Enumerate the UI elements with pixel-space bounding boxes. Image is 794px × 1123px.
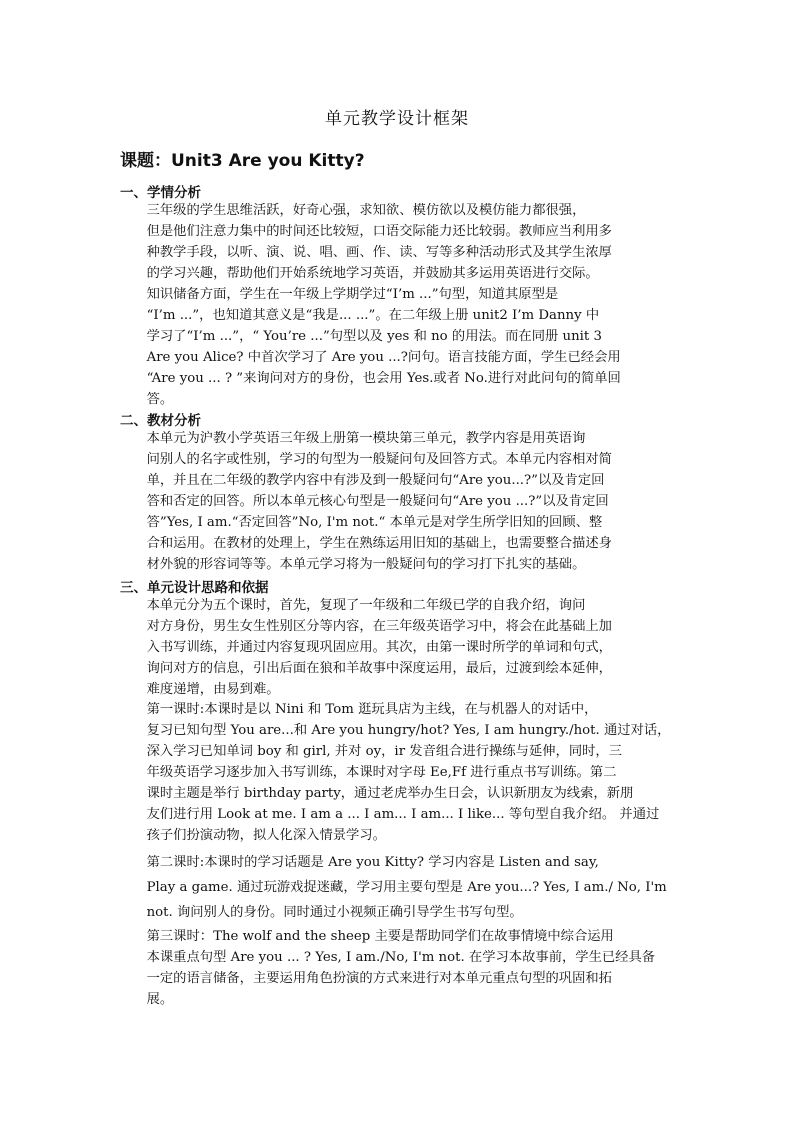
text-line: 答和否定的回答。所以本单元核心句型是一般疑问句“Are you ...?”以及肯定回 <box>146 494 609 509</box>
section-heading-learner-analysis: 一、学情分析 <box>120 185 201 201</box>
text-line: 询问对方的信息，引出后面在狼和羊故事中深度运用，最后，过渡到绘本延伸， <box>146 661 612 676</box>
text-line: 答”Yes, I am.“否定回答”No, I'm not.“ 本单元是对学生所学旧知的回顾、整 <box>146 515 603 530</box>
text-line: 对方身份，男生女生性别区分等内容，在三年级英语学习中，将会在此基础上加 <box>146 619 612 634</box>
paragraph <box>120 850 676 925</box>
section-heading-textbook-analysis: 二、教材分析 <box>120 413 201 429</box>
text-line: “I’m ...”，也知道其意义是“我是... ...”。在二年级上册 unit2 I’m Danny 中 <box>146 308 600 323</box>
paragraph <box>120 284 676 410</box>
text-line: 但是他们注意力集中的时间还比较短，口语交际能力还比较弱。教师应当利用多 <box>146 224 612 239</box>
text-line: 问别人的名字或性别，学习的句型为一般疑问句及回答方式。本单元内容相对简 <box>146 452 612 467</box>
text-line: 复习已知句型 You are...和 Are you hungry/hot? Yes, I am hungry./hot. 通过对话， <box>146 723 671 738</box>
text-line: 展。 <box>146 992 174 1007</box>
text-line: 难度递增，由易到难。 <box>146 682 280 697</box>
text-line: 第二课时:本课时的学习话题是 Are you Kitty? 学习内容是 Listen and say, <box>146 855 599 870</box>
text-line: 第三课时：The wolf and the sheep 主要是帮助同学们在故事情境中综合运用 <box>146 929 614 944</box>
paragraph <box>120 699 676 846</box>
paragraph <box>120 428 676 575</box>
section-heading-design-rationale: 三、单元设计思路和依据 <box>120 580 269 596</box>
text-line: 知识储备方面，学生在一年级上学期学过“I’m ...”句型，知道其原型是 <box>146 287 559 302</box>
text-line: 第一课时:本课时是以 Nini 和 Tom 逛玩具店为主线，在与机器人的对话中， <box>146 702 598 717</box>
text-line: 的学习兴趣，帮助他们开始系统地学习英语，并鼓励其多运用英语进行交际。 <box>146 266 599 281</box>
text-line: 孩子们扮演动物，拟人化深入情景学习。 <box>146 828 386 843</box>
text-line: not. 询问别人的身份。同时通过小视频正确引导学生书写句型。 <box>146 905 523 920</box>
paragraph <box>120 926 676 1010</box>
text-line: 入书写训练，并通过内容复现巩固应用。其次，由第一课时所学的单词和句式， <box>146 640 612 655</box>
text-line: Are you Alice? 中首次学习了 Are you ...?问句。语言技能方面，学生已经会用 <box>146 350 621 365</box>
text-line: 单，并且在二年级的教学内容中有涉及到一般疑问句“Are you...?”以及肯定回 <box>146 473 605 488</box>
document-title: 单元教学设计框架 <box>325 109 469 129</box>
text-line: 深入学习已知单词 boy 和 girl, 并对 oy，ir 发音组合进行操练与延伸，同时，三 <box>146 744 623 759</box>
text-line: “Are you ... ? ”来询问对方的身份，也会用 Yes.或者 No.进行对此问句的简单回 <box>146 371 621 386</box>
paragraph <box>120 595 676 700</box>
text-line: 本单元分为五个课时，首先，复现了一年级和二年级已学的自我介绍，询问 <box>146 598 586 613</box>
text-line: 种教学手段，以听、演、说、唱、画、作、读、写等多种活动形式及其学生浓厚 <box>146 245 612 260</box>
text-line: 本课重点句型 Are you ... ? Yes, I am./No, I'm not. 在学习本故事前，学生已经具备 <box>146 950 656 965</box>
text-line: 课时主题是举行 birthday party，通过老虎举办生日会，认识新朋友为线索，新朋 <box>146 786 634 801</box>
text-line: 材外貌的形容词等等。本单元学习将为一般疑问句的学习打下扎实的基础。 <box>146 557 586 572</box>
paragraph <box>120 200 676 284</box>
text-line: 年级英语学习逐步加入书写训练，本课时对字母 Ee,Ff 进行重点书写训练。第二 <box>146 765 617 780</box>
text-line: 友们进行用 Look at me. I am a ... I am... I am... I like... 等句型自我介绍。 并通过 <box>146 807 660 822</box>
text-line: 合和运用。在教材的处理上，学生在熟练运用旧知的基础上，也需要整合描述身 <box>146 536 612 551</box>
text-line: 三年级的学生思维活跃，好奇心强，求知欲、模仿欲以及模仿能力都很强， <box>146 203 586 218</box>
text-line: 答。 <box>146 392 174 407</box>
text-line: 一定的语言储备，主要运用角色扮演的方式来进行对本单元重点句型的巩固和拓 <box>146 971 612 986</box>
text-line: Play a game. 通过玩游戏捉迷藏，学习用主要句型是 Are you...? Yes, I am./ No, I'm <box>146 880 667 895</box>
text-line: 学习了“I’m ...”，“ You’re ...”句型以及 yes 和 no 的用法。而在同册 unit 3 <box>146 329 602 344</box>
lesson-title: 课题：Unit3 Are you Kitty? <box>120 151 365 171</box>
text-line: 本单元为沪教小学英语三年级上册第一模块第三单元，教学内容是用英语询 <box>146 431 586 446</box>
